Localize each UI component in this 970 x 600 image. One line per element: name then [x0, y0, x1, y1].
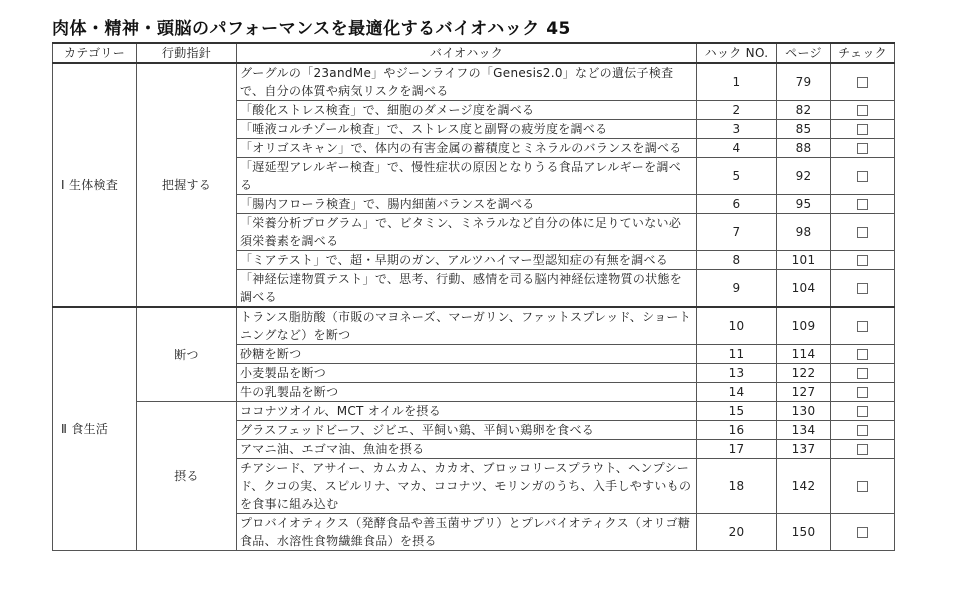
hack-number: 2	[697, 101, 777, 120]
check-cell	[831, 63, 895, 101]
page-number: 142	[777, 459, 831, 514]
check-box[interactable]	[857, 143, 868, 154]
category-cell: Ⅱ 食生活	[53, 307, 137, 551]
page-number: 101	[777, 251, 831, 270]
check-box[interactable]	[857, 387, 868, 398]
header-category: カテゴリー	[53, 43, 137, 63]
hack-number: 10	[697, 307, 777, 345]
hack-description: 「オリゴスキャン」で、体内の有害金属の蓄積度とミネラルのバランスを調べる	[237, 139, 697, 158]
check-cell	[831, 139, 895, 158]
action-cell: 断つ	[137, 307, 237, 402]
check-cell	[831, 514, 895, 551]
header-hack: バイオハック	[237, 43, 697, 63]
hack-description: トランス脂肪酸（市販のマヨネーズ、マーガリン、ファットスプレッド、ショートニングなど）を断つ	[237, 307, 697, 345]
check-box[interactable]	[857, 199, 868, 210]
check-cell	[831, 270, 895, 308]
table-row	[53, 402, 895, 421]
hack-number: 5	[697, 158, 777, 195]
check-box[interactable]	[857, 255, 868, 266]
hack-description: 「遅延型アレルギー検査」で、慢性症状の原因となりうる食品アレルギーを調べる	[237, 158, 697, 195]
check-box[interactable]	[857, 406, 868, 417]
page-number: 85	[777, 120, 831, 139]
hack-number: 18	[697, 459, 777, 514]
hack-number: 3	[697, 120, 777, 139]
hack-description: 「ミアテスト」で、超・早期のガン、アルツハイマー型認知症の有無を調べる	[237, 251, 697, 270]
check-cell	[831, 195, 895, 214]
check-box[interactable]	[857, 77, 868, 88]
page-number: 95	[777, 195, 831, 214]
section-1	[53, 63, 895, 307]
check-box[interactable]	[857, 105, 868, 116]
hack-description: 砂糖を断つ	[237, 345, 697, 364]
hack-number: 9	[697, 270, 777, 308]
hack-description: 「栄養分析プログラム」で、ビタミン、ミネラルなど自分の体に足りていない必須栄養素を調べる	[237, 214, 697, 251]
check-box[interactable]	[857, 527, 868, 538]
check-cell	[831, 383, 895, 402]
page-number: 88	[777, 139, 831, 158]
check-cell	[831, 421, 895, 440]
check-box[interactable]	[857, 444, 868, 455]
check-box[interactable]	[857, 124, 868, 135]
hack-description: アマニ油、エゴマ油、魚油を摂る	[237, 440, 697, 459]
hack-number: 6	[697, 195, 777, 214]
check-cell	[831, 251, 895, 270]
hack-number: 15	[697, 402, 777, 421]
hack-description: 小麦製品を断つ	[237, 364, 697, 383]
hack-description: 牛の乳製品を断つ	[237, 383, 697, 402]
hack-number: 8	[697, 251, 777, 270]
hack-description: 「神経伝達物質テスト」で、思考、行動、感情を司る脳内神経伝達物質の状態を調べる	[237, 270, 697, 308]
check-box[interactable]	[857, 481, 868, 492]
check-box[interactable]	[857, 283, 868, 294]
page-number: 150	[777, 514, 831, 551]
check-cell	[831, 120, 895, 139]
page-number: 109	[777, 307, 831, 345]
header-page: ページ	[777, 43, 831, 63]
check-cell	[831, 158, 895, 195]
hack-number: 13	[697, 364, 777, 383]
hack-description: 「腸内フローラ検査」で、腸内細菌バランスを調べる	[237, 195, 697, 214]
page-number: 104	[777, 270, 831, 308]
table-row	[53, 307, 895, 345]
hack-description: グラスフェッドビーフ、ジビエ、平飼い鶏、平飼い鶏卵を食べる	[237, 421, 697, 440]
hack-description: プロバイオティクス（発酵食品や善玉菌サプリ）とプレバイオティクス（オリゴ糖食品、水溶性食物繊維食品）を摂る	[237, 514, 697, 551]
header-action: 行動指針	[137, 43, 237, 63]
check-cell	[831, 402, 895, 421]
check-box[interactable]	[857, 227, 868, 238]
category-cell: Ⅰ 生体検査	[53, 63, 137, 307]
hack-number: 7	[697, 214, 777, 251]
page-number: 130	[777, 402, 831, 421]
hack-description: チアシード、アサイー、カムカム、カカオ、ブロッコリースプラウト、ヘンプシード、クコの実、スピルリナ、マカ、ココナツ、モリンガのうち、入手しやすいものを食事に組み込む	[237, 459, 697, 514]
check-box[interactable]	[857, 321, 868, 332]
hack-number: 16	[697, 421, 777, 440]
check-cell	[831, 459, 895, 514]
action-cell: 把握する	[137, 63, 237, 307]
page-title: 肉体・精神・頭脳のパフォーマンスを最適化するバイオハック 45	[52, 19, 571, 39]
action-cell: 摂る	[137, 402, 237, 551]
hack-number: 20	[697, 514, 777, 551]
header-check: チェック	[831, 43, 895, 63]
section-2	[53, 307, 895, 551]
page-number: 79	[777, 63, 831, 101]
page-number: 127	[777, 383, 831, 402]
hack-number: 4	[697, 139, 777, 158]
page-number: 98	[777, 214, 831, 251]
hack-description: ココナツオイル、MCT オイルを摂る	[237, 402, 697, 421]
table-row	[53, 63, 895, 101]
check-cell	[831, 440, 895, 459]
page-number: 82	[777, 101, 831, 120]
header-row	[53, 43, 895, 63]
check-cell	[831, 101, 895, 120]
hack-description: 「唾液コルチゾール検査」で、ストレス度と副腎の疲労度を調べる	[237, 120, 697, 139]
check-box[interactable]	[857, 425, 868, 436]
hack-number: 14	[697, 383, 777, 402]
hack-description: 「酸化ストレス検査」で、細胞のダメージ度を調べる	[237, 101, 697, 120]
page-number: 134	[777, 421, 831, 440]
check-cell	[831, 214, 895, 251]
check-box[interactable]	[857, 171, 868, 182]
check-cell	[831, 307, 895, 345]
page-number: 122	[777, 364, 831, 383]
check-box[interactable]	[857, 349, 868, 360]
header-no: ハック NO.	[697, 43, 777, 63]
hack-description: グーグルの「23andMe」やジーンライフの「Genesis2.0」などの遺伝子検査で、自分の体質や病気リスクを調べる	[237, 63, 697, 101]
hack-number: 1	[697, 63, 777, 101]
biohack-table	[52, 42, 895, 551]
check-cell	[831, 364, 895, 383]
hack-number: 17	[697, 440, 777, 459]
page-number: 137	[777, 440, 831, 459]
page-number: 92	[777, 158, 831, 195]
check-box[interactable]	[857, 368, 868, 379]
page-number: 114	[777, 345, 831, 364]
check-cell	[831, 345, 895, 364]
hack-number: 11	[697, 345, 777, 364]
